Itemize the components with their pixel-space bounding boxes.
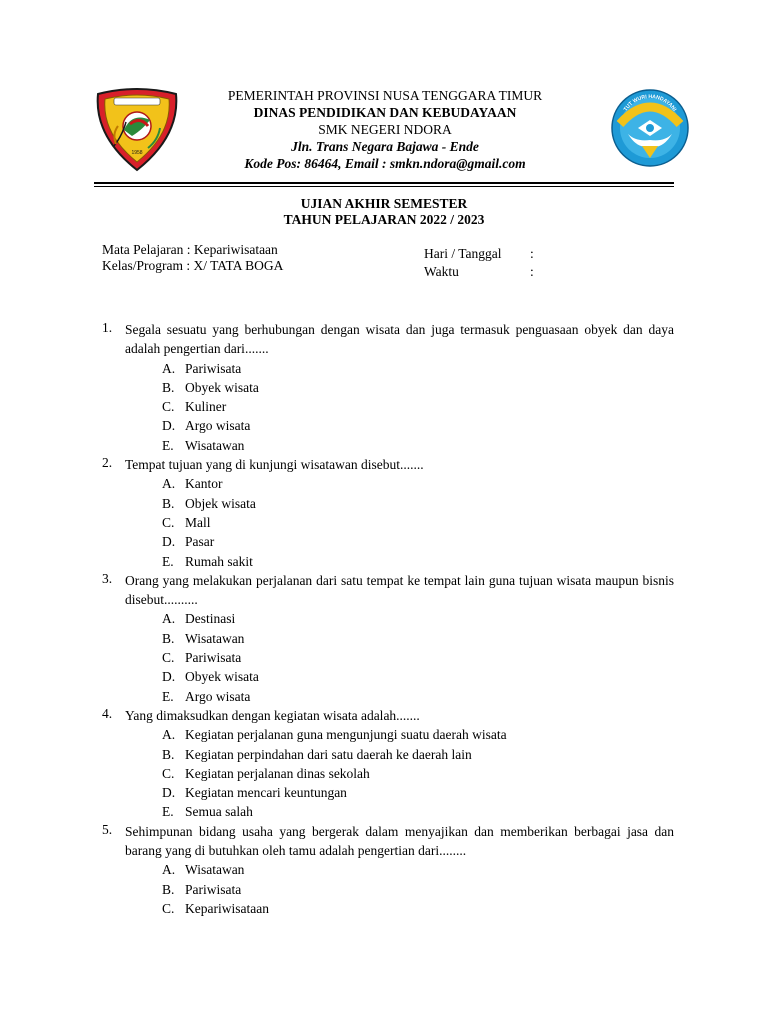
answer-options bbox=[102, 609, 674, 705]
option-letter: B. bbox=[162, 881, 175, 897]
option-letter: C. bbox=[162, 514, 175, 530]
option-letter: B. bbox=[162, 630, 175, 646]
option-text: Kepariwisataan bbox=[185, 900, 269, 916]
time-row bbox=[424, 263, 554, 281]
option-letter: B. bbox=[162, 379, 175, 395]
question-item bbox=[102, 571, 674, 706]
question-text: Tempat tujuan yang di kunjungi wisatawan disebut....... bbox=[125, 457, 424, 473]
subject-label: Mata Pelajaran : bbox=[102, 242, 191, 257]
option-text: Objek wisata bbox=[185, 495, 256, 511]
option-letter: A. bbox=[162, 611, 176, 627]
question-list bbox=[102, 320, 674, 918]
option-letter: C. bbox=[162, 900, 175, 916]
answer-option bbox=[162, 764, 674, 783]
answer-option bbox=[162, 648, 674, 667]
tut-wuri-handayani-emblem-icon bbox=[610, 88, 690, 168]
question-text: Orang yang melakukan perjalanan dari satu tempat ke tempat lain guna tujuan wisata maupun bisnis disebut.......... bbox=[125, 572, 674, 608]
option-letter: D. bbox=[162, 785, 176, 801]
option-text: Kegiatan perjalanan dinas sekolah bbox=[185, 765, 370, 781]
option-text: Wisatawan bbox=[185, 630, 245, 646]
option-text: Wisatawan bbox=[185, 437, 245, 453]
letterhead bbox=[180, 87, 590, 172]
answer-option bbox=[162, 802, 674, 821]
answer-option bbox=[162, 494, 674, 513]
answer-options bbox=[102, 359, 674, 455]
option-text: Obyek wisata bbox=[185, 669, 259, 685]
postal-email: Kode Pos: 86464, Email : smkn.ndora@gmail.com bbox=[244, 156, 526, 171]
option-letter: A. bbox=[162, 727, 176, 743]
question-item bbox=[102, 455, 674, 571]
day-date-label: Hari / Tanggal bbox=[424, 246, 502, 261]
answer-options bbox=[102, 860, 674, 918]
day-date-row bbox=[424, 245, 554, 263]
answer-option bbox=[162, 416, 674, 435]
subject-row bbox=[102, 242, 283, 258]
answer-option bbox=[162, 629, 674, 648]
option-letter: E. bbox=[162, 688, 174, 704]
question-number: 5. bbox=[102, 821, 113, 837]
class-value: X/ TATA BOGA bbox=[193, 258, 284, 273]
answer-option bbox=[162, 474, 674, 493]
answer-option bbox=[162, 860, 674, 879]
answer-option bbox=[162, 359, 674, 378]
department-name: DINAS PENDIDIKAN DAN KEBUDAYAAN bbox=[253, 105, 517, 120]
school-address: Jln. Trans Negara Bajawa - Ende bbox=[291, 139, 479, 154]
option-text: Argo wisata bbox=[185, 688, 251, 704]
option-letter: A. bbox=[162, 862, 176, 878]
option-text: Pasar bbox=[185, 534, 215, 550]
option-text: Semua salah bbox=[185, 804, 253, 820]
option-text: Destinasi bbox=[185, 611, 236, 627]
answer-option bbox=[162, 880, 674, 899]
answer-option bbox=[162, 513, 674, 532]
time-label: Waktu bbox=[424, 264, 459, 279]
question-text: Segala sesuatu yang berhubungan dengan wisata dan juga termasuk penguasaan obyek dan daya adalah pengertian dari....... bbox=[125, 322, 674, 357]
exam-academic-year: TAHUN PELAJARAN 2022 / 2023 bbox=[283, 212, 485, 227]
time-colon: : bbox=[530, 264, 534, 279]
answer-option bbox=[162, 552, 674, 571]
question-text: Sehimpunan bidang usaha yang bergerak dalam menyajikan dan memberikan berbagai jasa dan barang yang di butuhkan oleh tamu adalah pengertian dari........ bbox=[125, 823, 674, 859]
ntt-province-emblem-icon bbox=[92, 86, 182, 172]
option-letter: A. bbox=[162, 360, 176, 376]
answer-option bbox=[162, 899, 674, 918]
answer-option bbox=[162, 725, 674, 744]
day-date-colon: : bbox=[530, 246, 534, 261]
option-text: Pariwisata bbox=[185, 360, 242, 376]
answer-option bbox=[162, 609, 674, 628]
answer-option bbox=[162, 378, 674, 397]
answer-option bbox=[162, 687, 674, 706]
option-letter: B. bbox=[162, 495, 175, 511]
answer-options bbox=[102, 474, 674, 570]
question-number: 1. bbox=[102, 320, 113, 335]
exam-title: UJIAN AKHIR SEMESTER bbox=[300, 196, 468, 211]
answer-options bbox=[102, 725, 674, 821]
option-text: Obyek wisata bbox=[185, 379, 259, 395]
question-item bbox=[102, 320, 674, 455]
option-text: Kantor bbox=[185, 476, 223, 492]
question-item bbox=[102, 822, 674, 918]
answer-option bbox=[162, 783, 674, 802]
option-text: Kegiatan perpindahan dari satu daerah ke daerah lain bbox=[185, 746, 472, 762]
option-text: Pariwisata bbox=[185, 650, 242, 666]
option-letter: B. bbox=[162, 746, 175, 762]
government-name: PEMERINTAH PROVINSI NUSA TENGGARA TIMUR bbox=[227, 88, 543, 103]
class-row bbox=[102, 258, 283, 274]
question-number: 4. bbox=[102, 705, 113, 721]
school-name: SMK NEGERI NDORA bbox=[318, 122, 452, 137]
exam-meta-left bbox=[102, 242, 283, 274]
option-letter: E. bbox=[162, 553, 174, 569]
option-text: Kegiatan perjalanan guna mengunjungi suatu daerah wisata bbox=[185, 727, 507, 743]
answer-option bbox=[162, 745, 674, 764]
question-item bbox=[102, 706, 674, 822]
answer-option bbox=[162, 397, 674, 416]
option-letter: C. bbox=[162, 650, 175, 666]
option-text: Wisatawan bbox=[185, 862, 245, 878]
option-text: Pariwisata bbox=[185, 881, 242, 897]
option-text: Rumah sakit bbox=[185, 553, 253, 569]
exam-meta-right bbox=[424, 245, 554, 281]
emblem-year-text: 1958 bbox=[131, 150, 143, 156]
header-rule-thick bbox=[94, 182, 674, 184]
class-label: Kelas/Program : bbox=[102, 258, 191, 273]
option-text: Kegiatan mencari keuntungan bbox=[185, 785, 347, 801]
option-text: Mall bbox=[185, 514, 211, 530]
answer-option bbox=[162, 436, 674, 455]
option-letter: C. bbox=[162, 765, 175, 781]
option-letter: A. bbox=[162, 476, 176, 492]
answer-option bbox=[162, 532, 674, 551]
option-letter: E. bbox=[162, 437, 174, 453]
ribbon-text: TUT WURI HANDAYANI bbox=[622, 93, 678, 113]
option-letter: C. bbox=[162, 399, 175, 415]
option-letter: D. bbox=[162, 534, 176, 550]
option-text: Kuliner bbox=[185, 399, 227, 415]
answer-option bbox=[162, 667, 674, 686]
option-text: Argo wisata bbox=[185, 418, 251, 434]
exam-title-block bbox=[94, 196, 674, 228]
option-letter: D. bbox=[162, 418, 176, 434]
question-text: Yang dimaksudkan dengan kegiatan wisata adalah....... bbox=[125, 707, 420, 723]
subject-value: Kepariwisataan bbox=[193, 242, 278, 257]
question-number: 2. bbox=[102, 455, 113, 471]
question-number: 3. bbox=[102, 570, 113, 586]
header-rule-thin bbox=[94, 186, 674, 187]
option-letter: E. bbox=[162, 804, 174, 820]
option-letter: D. bbox=[162, 669, 176, 685]
